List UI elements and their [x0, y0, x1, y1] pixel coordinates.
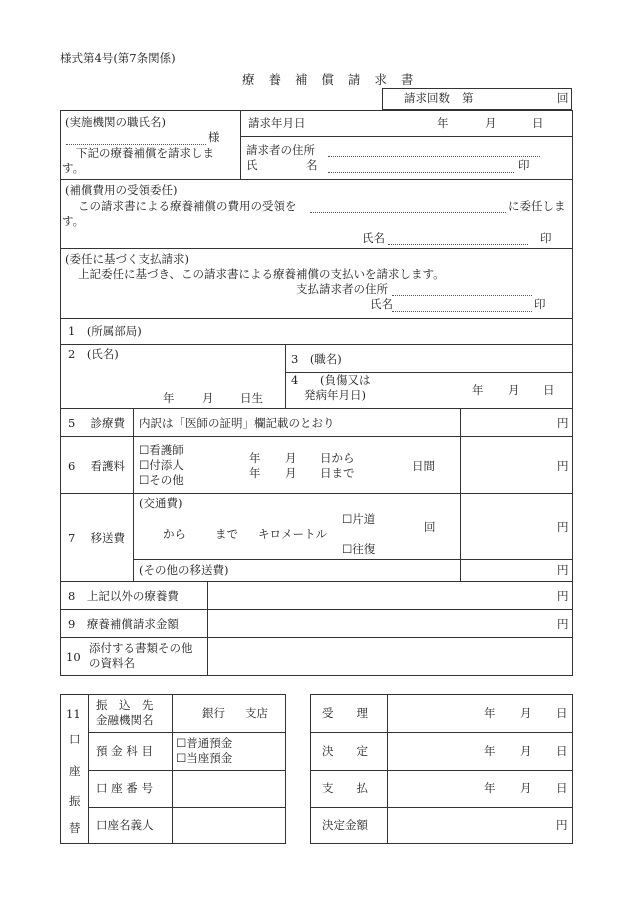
item-6-label: 6 看護料 [68, 459, 125, 473]
nursing-from-year: 年 [249, 451, 261, 465]
bank-item-number: 11 [66, 707, 81, 721]
received-label: 受 理 [322, 706, 368, 720]
item-10-label-1: 添付する書類その他 [89, 641, 193, 655]
nursing-from-month: 月 [285, 451, 297, 465]
payer-name-line[interactable] [392, 311, 532, 312]
item-4-year: 年 [472, 383, 484, 397]
claim-count-label: 請求回数 [404, 91, 450, 105]
decided-day: 日 [556, 744, 568, 758]
bank-name-label-2: 金融機関名 [96, 713, 154, 727]
item-4-number: 4 [291, 373, 299, 387]
paid-label: 支 払 [322, 781, 368, 795]
claimant-name-label-2: 名 [306, 158, 318, 172]
item-3-title: 3 (職名) [291, 352, 342, 366]
item-8-label: 8 上記以外の療養費 [68, 589, 179, 603]
birth-day: 日生 [240, 391, 263, 405]
payment-text: 上記委任に基づき、この請求書による療養補償の支払いを請求します。 [78, 267, 445, 281]
other-checkbox[interactable]: ☐その他 [139, 473, 184, 487]
claimant-name-line[interactable] [328, 172, 514, 173]
received-year: 年 [484, 706, 496, 720]
roundtrip-checkbox[interactable]: ☐往復 [342, 542, 376, 556]
item-5-yen: 円 [557, 416, 569, 430]
branch-suffix: 支店 [245, 706, 268, 720]
item-6-yen: 円 [557, 459, 569, 473]
nursing-to-year: 年 [249, 466, 261, 480]
other-transport: (その他の移送費) [139, 563, 229, 577]
nursing-days: 日間 [412, 459, 435, 473]
ordinary-deposit-checkbox[interactable]: ☐普通預金 [176, 736, 233, 750]
decided-month: 月 [520, 744, 532, 758]
attendant-checkbox[interactable]: ☐付添人 [139, 458, 184, 472]
birth-year: 年 [163, 391, 175, 405]
claim-date-month: 月 [485, 116, 497, 130]
account-number-label: 口 座 番 号 [96, 781, 153, 795]
item-7-label: 7 移送費 [68, 531, 125, 545]
paid-year: 年 [484, 781, 496, 795]
item-4-month: 月 [508, 383, 520, 397]
transport-to: まで [215, 527, 238, 541]
oneway-checkbox[interactable]: ☐片道 [342, 512, 376, 526]
payer-name-label: 氏名 [370, 297, 393, 311]
sama-label: 様 [208, 130, 220, 144]
claimant-seal: 印 [518, 158, 530, 172]
delegation-text-a: この請求書による療養補償の費用の受領を [78, 199, 297, 213]
item-8-yen: 円 [557, 589, 569, 603]
item-10-label-2: の資料名 [89, 656, 135, 670]
delegation-text-b: に委任しま [508, 199, 566, 213]
nursing-to-day: 日まで [320, 466, 355, 480]
claimant-address-line[interactable] [328, 156, 540, 157]
nurse-checkbox[interactable]: ☐看護師 [139, 443, 184, 457]
other-transport-yen: 円 [557, 563, 569, 577]
birth-month: 月 [202, 391, 214, 405]
form-number: 様式第4号(第7条関係) [60, 51, 176, 65]
payer-address-line[interactable] [392, 295, 532, 296]
bank-vert-2: 座 [69, 764, 81, 778]
bank-vert-4: 替 [69, 821, 81, 835]
payer-address-label: 支払請求者の住所 [296, 282, 388, 296]
bank-suffix: 銀行 [202, 706, 225, 720]
received-month: 月 [520, 706, 532, 720]
request-text-1: 下記の療養補償を請求しま [76, 146, 214, 160]
decided-label: 決 定 [322, 744, 368, 758]
item-2-name: 2 (氏名) [68, 347, 119, 361]
transport-km: キロメートル [258, 527, 327, 541]
form-title: 療 養 補 償 請 求 書 [242, 72, 419, 87]
nursing-to-month: 月 [285, 466, 297, 480]
item-1-department: 1 (所属部局) [68, 324, 142, 338]
received-day: 日 [556, 706, 568, 720]
org-name-line[interactable] [66, 144, 206, 145]
org-label: (実施機関の職氏名) [65, 115, 166, 129]
decided-year: 年 [484, 744, 496, 758]
item-7-yen: 円 [557, 520, 569, 534]
item-4-label-2: 発病年月日) [304, 388, 366, 402]
bank-vert-1: 口 [69, 732, 81, 746]
paid-day: 日 [556, 781, 568, 795]
request-text-2: す。 [62, 161, 85, 175]
item-9-label: 9 療養補償請求金額 [68, 617, 179, 631]
nursing-from-day: 日から [320, 451, 355, 465]
item-10-number: 10 [66, 650, 81, 664]
paid-month: 月 [520, 781, 532, 795]
claim-count-prefix: 第 [462, 91, 474, 105]
claimant-name-label-1: 氏 [246, 158, 258, 172]
claimant-address-label: 請求者の住所 [246, 143, 315, 157]
decided-amount-yen: 円 [556, 818, 568, 832]
delegation-name-label: 氏名 [362, 231, 385, 245]
transport-times: 回 [424, 520, 436, 534]
account-holder-label: 口座名義人 [96, 818, 154, 832]
claim-date-label: 請求年月日 [248, 116, 306, 130]
delegation-heading: (補償費用の受領委任) [65, 183, 178, 197]
deposit-type-label: 預 金 科 目 [96, 744, 153, 758]
delegation-text-2: す。 [62, 214, 85, 228]
item-4-label-1: (負傷又は [320, 373, 371, 387]
delegation-seal: 印 [540, 231, 552, 245]
item-4-day: 日 [543, 383, 555, 397]
transport-from: から [163, 527, 186, 541]
item-9-yen: 円 [557, 617, 569, 631]
bank-vert-3: 振 [69, 794, 81, 808]
transport-heading: (交通費) [139, 496, 183, 510]
item-5-label: 5 診療費 [68, 416, 125, 430]
payment-heading: (委任に基づく支払請求) [65, 252, 189, 266]
delegate-line[interactable] [310, 212, 506, 213]
claim-date-day: 日 [532, 116, 544, 130]
decided-amount-label: 決定金額 [322, 818, 368, 832]
bank-name-label-1: 振 込 先 [96, 698, 154, 712]
payer-seal: 印 [534, 297, 546, 311]
claim-date-year: 年 [437, 116, 449, 130]
delegation-name-line[interactable] [388, 244, 528, 245]
claim-count-suffix: 回 [557, 91, 569, 105]
current-deposit-checkbox[interactable]: ☐当座預金 [176, 751, 233, 765]
item-5-text: 内訳は「医師の証明」欄記載のとおり [139, 416, 335, 430]
